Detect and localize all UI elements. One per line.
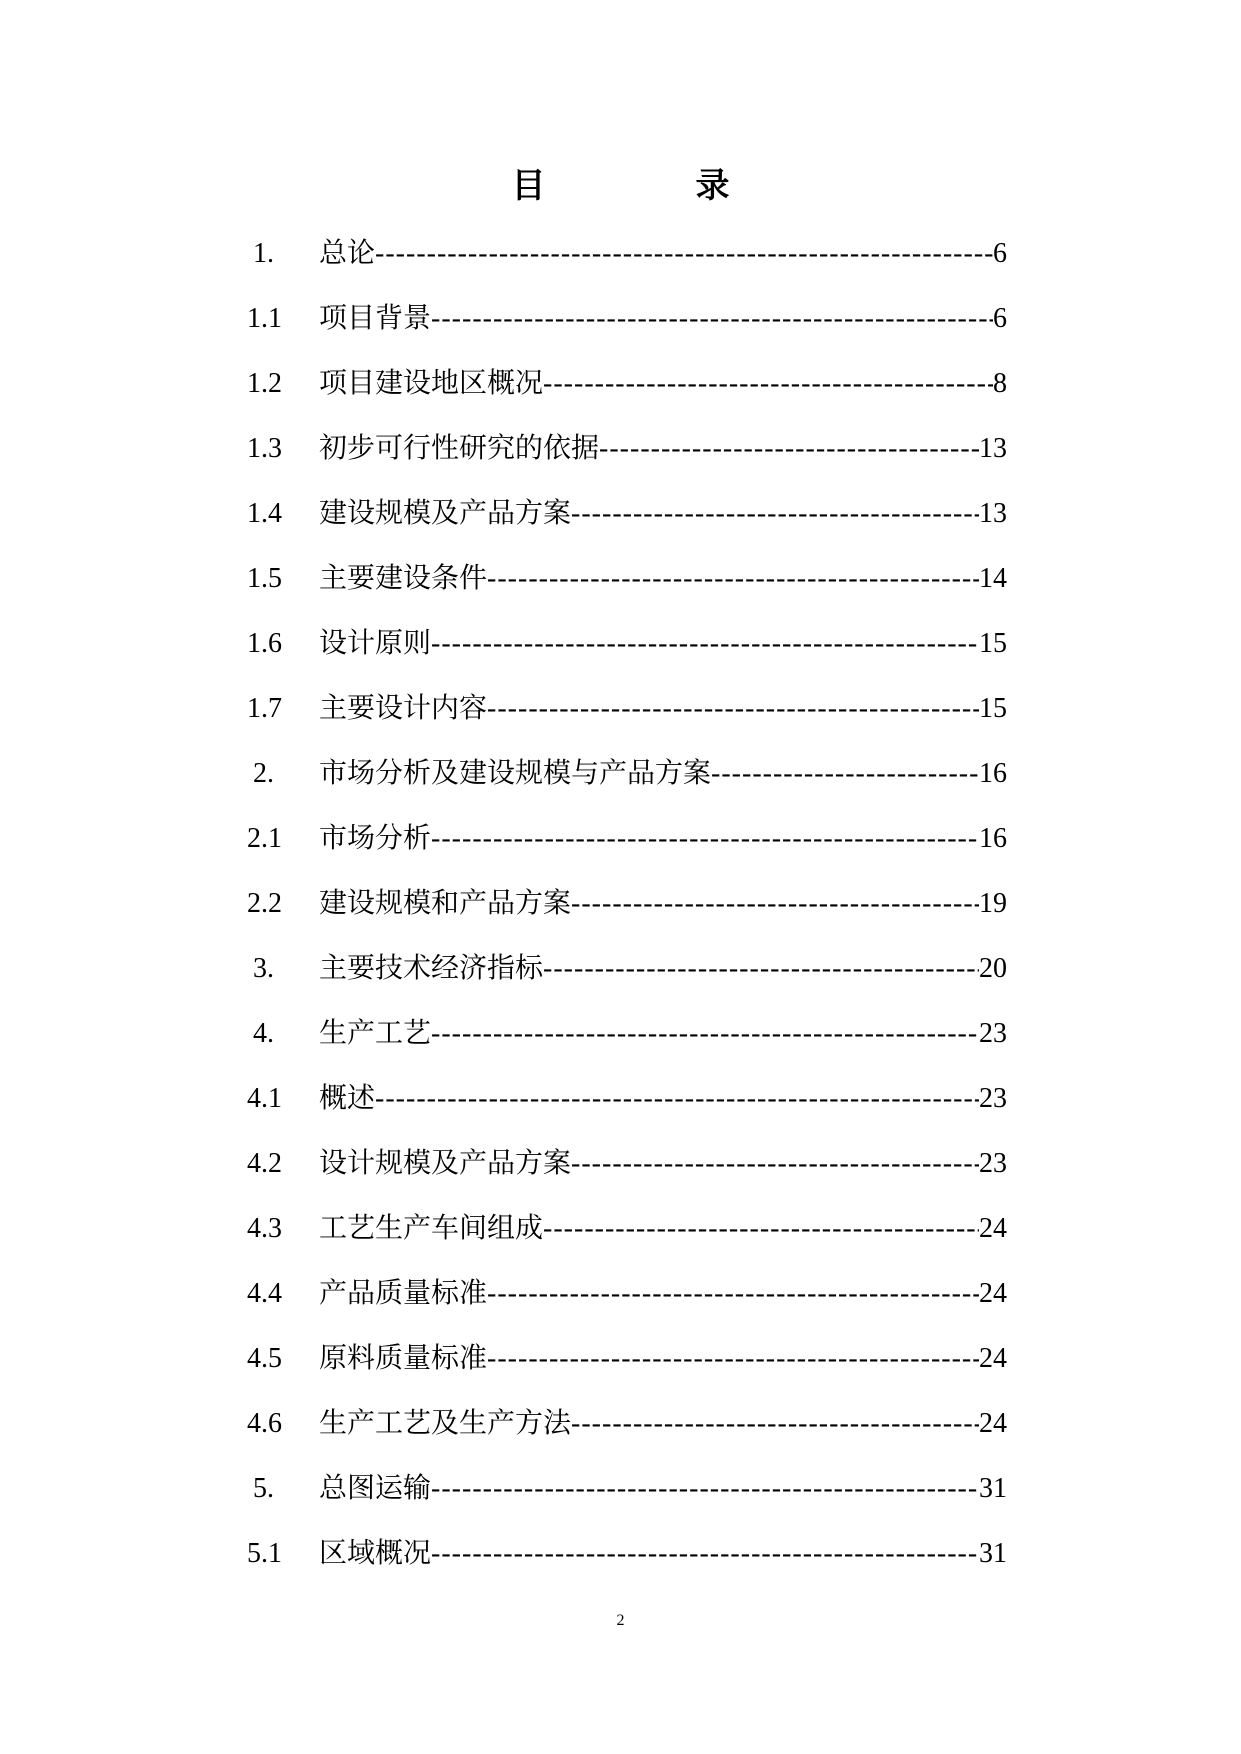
toc-leader bbox=[543, 351, 993, 416]
toc-entry bbox=[247, 1065, 1007, 1130]
toc-entry bbox=[247, 1000, 1007, 1065]
toc-entry-title: 设计原则 bbox=[319, 626, 432, 659]
toc-entry-title: 建设规模和产品方案 bbox=[319, 886, 572, 919]
toc-entry-number: 4.4 bbox=[247, 1278, 282, 1309]
toc-leader bbox=[543, 1196, 979, 1261]
toc-entry-page: 19 bbox=[979, 888, 1007, 919]
toc-entry-page: 31 bbox=[979, 1538, 1007, 1569]
toc-leader bbox=[571, 871, 979, 936]
toc-entry-number: 1. bbox=[253, 238, 274, 269]
toc-entry-page: 14 bbox=[979, 563, 1007, 594]
toc-entry bbox=[247, 415, 1007, 480]
toc-entry bbox=[247, 1390, 1007, 1455]
toc-entry-title: 原料质量标准 bbox=[319, 1341, 488, 1374]
toc-leader bbox=[431, 1001, 979, 1066]
toc-entry-title: 建设规模及产品方案 bbox=[319, 496, 572, 529]
toc-entry-title: 市场分析 bbox=[319, 821, 432, 854]
toc-leader bbox=[431, 286, 993, 351]
toc-entry bbox=[247, 675, 1007, 740]
toc-entry-title: 概述 bbox=[319, 1081, 376, 1114]
toc-entry-number: 4.2 bbox=[247, 1148, 282, 1179]
toc-entry-page: 23 bbox=[979, 1083, 1007, 1114]
page-number: 2 bbox=[616, 1612, 625, 1629]
toc-entry-page: 24 bbox=[979, 1213, 1007, 1244]
toc-entry bbox=[247, 1455, 1007, 1520]
toc-entry-number: 1.5 bbox=[247, 563, 282, 594]
toc-leader bbox=[711, 741, 979, 806]
toc-entry-title: 项目建设地区概况 bbox=[319, 366, 544, 399]
toc-entry-title: 工艺生产车间组成 bbox=[319, 1211, 544, 1244]
toc-entry-page: 15 bbox=[979, 693, 1007, 724]
toc-entry bbox=[247, 220, 1007, 285]
toc-entry-number: 2. bbox=[253, 758, 274, 789]
toc-entry bbox=[247, 545, 1007, 610]
toc-entry-number: 1.1 bbox=[247, 303, 282, 334]
toc-entry-number: 5. bbox=[253, 1473, 274, 1504]
toc-entry-page: 20 bbox=[979, 953, 1007, 984]
toc-entry-title: 生产工艺 bbox=[319, 1016, 432, 1049]
toc-entry bbox=[247, 870, 1007, 935]
toc-leader bbox=[571, 1131, 979, 1196]
toc-leader bbox=[599, 416, 979, 481]
toc-entry-title: 生产工艺及生产方法 bbox=[319, 1406, 572, 1439]
toc-entry bbox=[247, 935, 1007, 1000]
toc-entry bbox=[247, 1260, 1007, 1325]
toc-leader bbox=[431, 611, 979, 676]
toc-entry-page: 23 bbox=[979, 1018, 1007, 1049]
toc-entry-page: 24 bbox=[979, 1343, 1007, 1374]
toc-leader bbox=[375, 221, 993, 286]
toc-entry-page: 24 bbox=[979, 1408, 1007, 1439]
toc-entry-title: 主要设计内容 bbox=[319, 691, 488, 724]
toc-entry-page: 6 bbox=[993, 303, 1007, 334]
toc-entry-title: 区域概况 bbox=[319, 1536, 432, 1569]
toc-leader bbox=[487, 1261, 979, 1326]
toc-entry-title: 市场分析及建设规模与产品方案 bbox=[319, 756, 712, 789]
toc-entry bbox=[247, 1130, 1007, 1195]
toc-leader bbox=[487, 1326, 979, 1391]
toc-entry-number: 2.2 bbox=[247, 888, 282, 919]
toc-entry-page: 13 bbox=[979, 498, 1007, 529]
toc-entry-page: 23 bbox=[979, 1148, 1007, 1179]
toc-entry bbox=[247, 1325, 1007, 1390]
toc-entry-title: 初步可行性研究的依据 bbox=[319, 431, 600, 464]
toc-entry bbox=[247, 285, 1007, 350]
toc-entry-page: 6 bbox=[993, 238, 1007, 269]
toc-entry bbox=[247, 350, 1007, 415]
toc-entry-number: 1.2 bbox=[247, 368, 282, 399]
toc-title: 目录 bbox=[511, 166, 880, 206]
toc-entry bbox=[247, 1520, 1007, 1585]
toc-leader bbox=[571, 1391, 979, 1456]
toc-entry-title: 主要技术经济指标 bbox=[319, 951, 544, 984]
toc-leader bbox=[543, 936, 979, 1001]
toc-leader bbox=[487, 546, 979, 611]
toc-entry-title: 设计规模及产品方案 bbox=[319, 1146, 572, 1179]
toc-entry bbox=[247, 740, 1007, 805]
toc-entry-page: 8 bbox=[993, 368, 1007, 399]
toc-entry-title: 总论 bbox=[319, 236, 376, 269]
toc-leader bbox=[431, 806, 979, 871]
toc-entry-number: 1.6 bbox=[247, 628, 282, 659]
toc-entry-number: 5.1 bbox=[247, 1538, 282, 1569]
toc-entry-page: 13 bbox=[979, 433, 1007, 464]
toc-entry-title: 项目背景 bbox=[319, 301, 432, 334]
toc-entry-number: 4.1 bbox=[247, 1083, 282, 1114]
toc-entry-number: 4.6 bbox=[247, 1408, 282, 1439]
toc-leader bbox=[375, 1066, 979, 1131]
toc-entry-number: 4.5 bbox=[247, 1343, 282, 1374]
toc-entry-number: 1.3 bbox=[247, 433, 282, 464]
toc-list bbox=[247, 220, 1007, 1585]
toc-leader bbox=[431, 1456, 979, 1521]
toc-entry bbox=[247, 1195, 1007, 1260]
toc-entry-title: 产品质量标准 bbox=[319, 1276, 488, 1309]
toc-entry-number: 2.1 bbox=[247, 823, 282, 854]
toc-entry-page: 16 bbox=[979, 823, 1007, 854]
toc-entry-page: 24 bbox=[979, 1278, 1007, 1309]
toc-entry-title: 主要建设条件 bbox=[319, 561, 488, 594]
toc-entry bbox=[247, 610, 1007, 675]
toc-leader bbox=[431, 1521, 979, 1586]
toc-entry-title: 总图运输 bbox=[319, 1471, 432, 1504]
toc-entry-page: 31 bbox=[979, 1473, 1007, 1504]
toc-entry-number: 4. bbox=[253, 1018, 274, 1049]
toc-entry bbox=[247, 805, 1007, 870]
toc-entry-number: 1.7 bbox=[247, 693, 282, 724]
toc-entry-number: 1.4 bbox=[247, 498, 282, 529]
toc-entry-number: 3. bbox=[253, 953, 274, 984]
toc-leader bbox=[487, 676, 979, 741]
toc-leader bbox=[571, 481, 979, 546]
toc-entry-page: 15 bbox=[979, 628, 1007, 659]
toc-entry-page: 16 bbox=[979, 758, 1007, 789]
toc-entry bbox=[247, 480, 1007, 545]
toc-entry-number: 4.3 bbox=[247, 1213, 282, 1244]
